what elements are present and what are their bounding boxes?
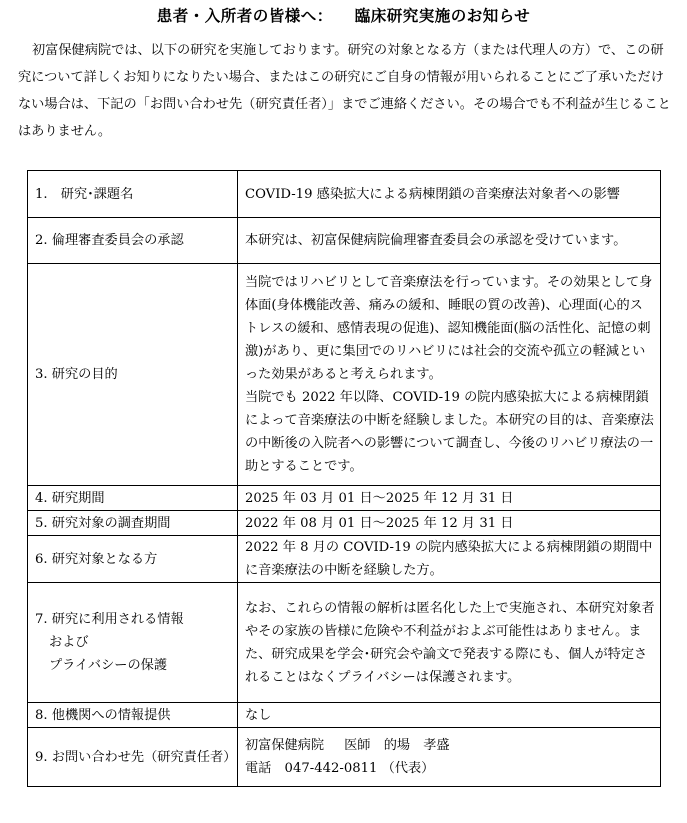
table-row-survey-period (28, 511, 661, 536)
row-label: 4. 研究期間 (28, 486, 238, 511)
table-row-privacy (28, 583, 661, 703)
privacy-label-line-3: プライバシーの保護 (49, 658, 168, 673)
row-label: 9. お問い合わせ先（研究責任者） (28, 728, 238, 787)
row-value (238, 728, 661, 787)
privacy-label-line-2: および (49, 635, 89, 650)
row-value: COVID-19 感染拡大による病棟閉鎖の音楽療法対象者への影響 (238, 171, 661, 218)
row-label: 8. 他機関への情報提供 (28, 703, 238, 728)
privacy-label-line-1: 7. 研究に利用される情報 (35, 612, 184, 627)
row-value: なし (238, 703, 661, 728)
row-value: 2025 年 03 月 01 日～2025 年 12 月 31 日 (238, 486, 661, 511)
contact-organization: 初富保健病院 (245, 738, 325, 753)
table-row-external (28, 703, 661, 728)
row-value: 2022 年 8 月の COVID-19 の院内感染拡大による病棟閉鎖の期間中に音楽療法の中断を経験した方。 (238, 536, 661, 583)
row-label: 6. 研究対象となる方 (28, 536, 238, 583)
contact-phone: 電話 047-442-0811 （代表） (245, 761, 435, 776)
contact-name: 的場 孝盛 (383, 738, 450, 753)
row-value: 本研究は、初富保健病院倫理審査委員会の承認を受けています。 (238, 218, 661, 264)
row-label: 1. 研究･課題名 (28, 171, 238, 218)
title-subject: 臨床研究実施のお知らせ (354, 7, 531, 25)
contact-title: 医師 (344, 738, 371, 753)
purpose-paragraph-2: 当院でも 2022 年以降、COVID-19 の院内感染拡大による病棟閉鎖によって音楽療法の中断を経験しました。本研究の目的は、音楽療法の中断後の入院者への影響について調査し、今後のリハビリ療法の一助とすることです。 (245, 390, 654, 474)
table-row-purpose (28, 264, 661, 486)
row-value (238, 264, 661, 486)
contact-line-1 (245, 734, 655, 757)
row-label: 2. 倫理審査委員会の承認 (28, 218, 238, 264)
table-row-contact (28, 728, 661, 787)
study-info-table (27, 170, 661, 787)
intro-paragraph: 初富保健病院では、以下の研究を実施しております。研究の対象となる方（または代理人の方）で、この研究について詳しくお知りになりたい場合、またはこの研究にご自身の情報が用いられることにご了承いただけない場合は、下記の「お問い合わせ先（研究責任者）」までご連絡ください。その場合でも不利益が生じることはありません。 (18, 43, 671, 139)
title-audience: 患者・入所者の皆様へ： (156, 7, 333, 25)
page-title (0, 4, 687, 26)
table-row-ethics (28, 218, 661, 264)
row-label: 5. 研究対象の調査期間 (28, 511, 238, 536)
row-label: 3. 研究の目的 (28, 264, 238, 486)
row-value: 2022 年 08 月 01 日～2025 年 12 月 31 日 (238, 511, 661, 536)
table-row-title (28, 171, 661, 218)
purpose-paragraph-1: 当院ではリハビリとして音楽療法を行っています。その効果として身体面(身体機能改善、痛みの緩和、睡眠の質の改善)、心理面(心的ストレスの緩和、感情表現の促進)、認知機能面(脳の活性化、記憶の刺激)があり、更に集団でのリハビリには社会的交流や孤立の軽減といった効果があると考えられます。 (245, 275, 653, 382)
table-row-period (28, 486, 661, 511)
row-value: なお、これらの情報の解析は匿名化した上で実施され、本研究対象者やその家族の皆様に危険や不利益がおよぶ可能性はありません。また、研究成果を学会･研究会や論文で発表する際にも、個人が特定されることはなくプライバシーは保護されます。 (238, 583, 661, 703)
table-row-subjects (28, 536, 661, 583)
row-label (28, 583, 238, 703)
